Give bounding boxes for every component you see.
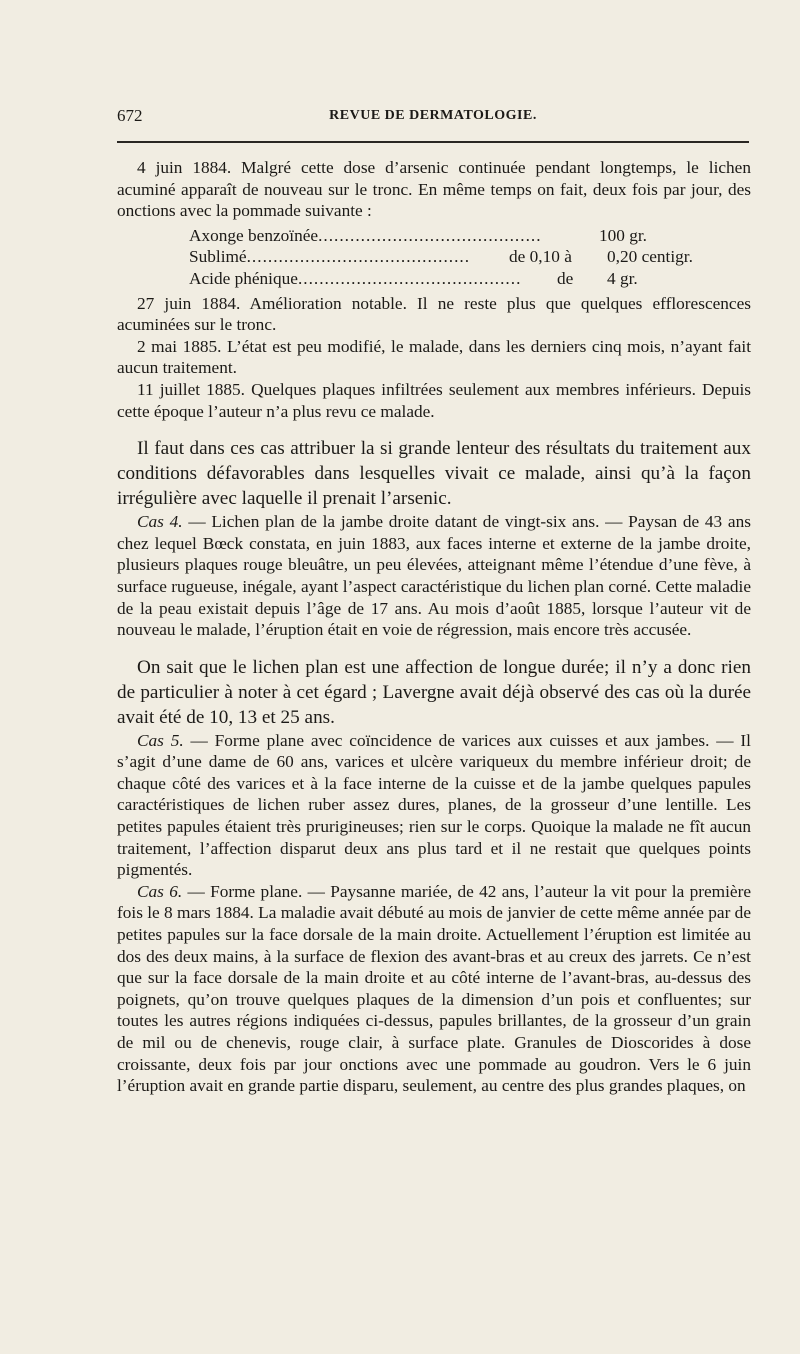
page-header xyxy=(117,106,749,130)
case-text: — Lichen plan de la jambe droite datant de vingt-six ans. — Paysan de 43 ans chez lequel Bœck constata, en juin 1883, aux faces interne et externe de la jambe droite, plusieurs plaques rouge bleuâtre, un peu élevées, atteignant même l’étendue d’une fève, à surface rugueuse, inégale, ayant l’aspect caractéristique du lichen plan corné. Cette maladie de la peau existait depuis l’âge de 17 ans. Au mois d’août 1885, lorsque l’auteur vit de nouveau le malade, l’éruption était en voie de régression, mais encore très accusée. xyxy=(117,512,751,640)
case-label: Cas 5. xyxy=(137,730,184,750)
running-title: REVUE DE DERMATOLOGIE. xyxy=(329,108,537,123)
paragraph-july-11: 11 juillet 1885. Quelques plaques infiltrées seulement aux membres inférieurs. Depuis cette époque l’auteur n’a plus revu ce malade. xyxy=(117,379,751,421)
case-text: — Forme plane. — Paysanne mariée, de 42 ans, l’auteur la vit pour la première fois le 8 mars 1884. La maladie avait débuté au mois de janvier de cette même année par de petites papules sur la face dorsale de la main droite. Actuellement l’éruption est limitée au dos des deux mains, à la surface de flexion des avant-bras et au creux des jarrets. Ce n’est que sur la face dorsale de la main droite et au côté interne de l’avant-bras, au-dessus des poignets, qu’on trouve quelques plaques de la dimension d’un pois et confluentes; sur toutes les autres régions indiquées ci-dessus, papules brillantes, de la grosseur d’un grain de mil ou de chenevis, rouge clair, à surface plate. Granules de Dioscorides à dose croissante, deux fois par jour onctions avec une pommade au goudron. Vers le 6 juin l’éruption avait en grande partie disparu, seulement, au centre des plus grandes plaques, on xyxy=(117,881,751,1096)
case-4-paragraph xyxy=(117,511,751,641)
commentary-paragraph: On sait que le lichen plan est une affection de longue durée; il n’y a donc rien de particulier à noter à cet égard ; Lavergne avait déjà observé des cas où la durée avait été de 10, 13 et 25 ans. xyxy=(117,656,751,728)
recipe-ingredient: Sublimé xyxy=(189,247,247,267)
page-body xyxy=(117,157,751,1097)
case-label: Cas 6. xyxy=(137,881,183,901)
commentary-paragraph: Il faut dans ces cas attribuer la si grande lenteur des résultats du traitement aux conditions défavorables dans lesquelles vivait ce malade, ainsi qu’à la façon irrégulière avec laquelle il prenait l’arsenic. xyxy=(117,438,751,510)
recipe-quantity: 0,20 centigr. xyxy=(607,247,693,267)
header-rule xyxy=(117,141,749,143)
page-number: 672 xyxy=(117,106,143,125)
case-text: — Forme plane avec coïncidence de varices aux cuisses et aux jambes. — Il s’agit d’une dame de 60 ans, varices et ulcère variqueux du membre inférieur droit; de chaque côté des varices et à la face interne de la cuisse et de la jambe quelques papules caractéristiques de lichen ruber assez dures, planes, de la grosseur d’une lentille. Les petites papules étaient très prurigineuses; rien sur le corps. Quoique la malade ne fît aucun traitement, l’affection disparut deux ans plus tard et il ne restait que quelques points pigmentés. xyxy=(117,730,751,880)
ointment-recipe xyxy=(189,225,751,290)
case-label: Cas 4. xyxy=(137,512,183,532)
paragraph-may-2: 2 mai 1885. L’état est peu modifié, le malade, dans les derniers cinq mois, n’ayant fait aucun traitement. xyxy=(117,336,751,378)
recipe-quantity: 100 gr. xyxy=(599,225,648,245)
recipe-row: Acide phénique.......................................... de 4 gr. xyxy=(189,268,638,288)
recipe-quantity-prefix: de 0,10 à xyxy=(509,247,572,267)
recipe-row: Sublimé.......................................... de 0,10 à 0,20 centigr. xyxy=(189,247,693,267)
recipe-row: Axonge benzoïnée.......................................... 100 gr. xyxy=(189,225,648,245)
paragraph-june-27: 27 juin 1884. Amélioration notable. Il ne reste plus que quelques efflorescences acuminées sur le tronc. xyxy=(117,293,751,335)
recipe-ingredient: Acide phénique xyxy=(189,268,298,288)
recipe-quantity-prefix: de xyxy=(557,268,574,288)
case-5-paragraph xyxy=(117,730,751,881)
recipe-ingredient: Axonge benzoïnée xyxy=(189,225,319,245)
case-6-paragraph xyxy=(117,881,751,1097)
paragraph-june-4: 4 juin 1884. Malgré cette dose d’arsenic continuée pendant longtemps, le lichen acuminé apparaît de nouveau sur le tronc. En même temps on fait, deux fois par jour, des onctions avec la pommade suivante : xyxy=(117,158,751,221)
recipe-quantity: 4 gr. xyxy=(607,268,638,288)
